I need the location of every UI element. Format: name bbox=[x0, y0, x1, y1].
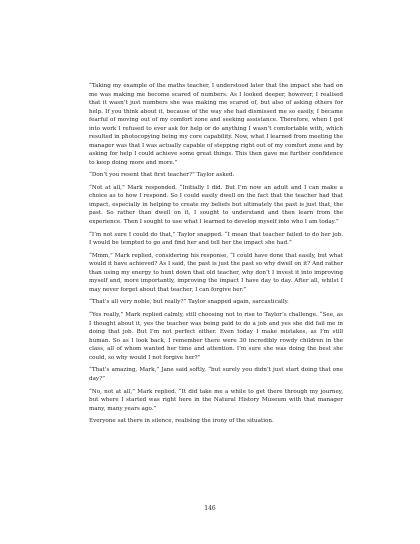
paragraph: “I’m not sure I could do that,” Taylor snapped. “I mean that teacher failed to do her job. I would be tempted to go and find her and tell her the impact she had.” bbox=[89, 231, 343, 247]
paragraph: “That’s all very noble, but really?” Taylor snapped again, sarcastically. bbox=[89, 299, 289, 306]
paragraph: “Yes really,” Mark replied calmly, still choosing not to rise to Taylor’s challenge. “See, as I thought about it, yes the teacher was being paid to do a job and yes she did fail me in doing that job. But I’m not perfect either. Even today I make mistakes, as I’m still human. So as I look back, I remember there were 30 incredibly rowdy children in the class, all of whom wanted her time and attention. I’m sure she was doing the best she could, so why would I not forgive her?” bbox=[89, 312, 343, 361]
paragraph: “That’s amazing, Mark,” Jane said softly, “but surely you didn’t just start doing that one day?” bbox=[89, 367, 343, 382]
paragraph: “Taking my example of the maths teacher, I understood later that the impact she had on me was making me become scared of numbers. As I looked deeper, however, I realised that it wasn’t just numbers she was making me scared of, but also of asking others for help. If you think about it, because of the way she had dismissed me so easily, I became fearful of moving out of my comfort zone and seeking assistance. Therefore, when I got into work I refused to ever ask for help or do anything I wasn’t comfortable with, which resulted in photocopying being my core capability. Now, what I learned from meeting the manager was that I was actually capable of stepping right out of my comfort zone and by asking for help I could achieve some great things. This then gave me further confidence to keep doing more and more.” bbox=[89, 83, 343, 166]
body-text bbox=[89, 82, 343, 430]
page-number: 146 bbox=[204, 505, 216, 512]
paragraph: “Mmm,” Mark replied, considering his response, “I could have done that easily, but what would it have achieved? As I said, the past is just the past so why dwell on it? And rather than using my energy to hunt down that old teacher, why don’t I invest it into improving myself and, more importantly, improving the impact I have day to day. After all, whilst I may never forget about that teacher, I can forgive her.” bbox=[89, 252, 343, 293]
paragraph: “Don’t you resent that first teacher?” Taylor asked. bbox=[89, 172, 235, 179]
paragraph: “No, not at all,” Mark replied. “It did take me a while to get there through my journey, but where I started was right here in the Natural History Museum with that manager many, many years ago.” bbox=[89, 388, 343, 412]
paragraph: Everyone sat there in silence, realising the irony of the situation. bbox=[89, 418, 274, 425]
paragraph: “Not at all,” Mark responded. “Initially I did. But I’m now an adult and I can make a choice as to how I respond. So I could easily dwell on the fact that the teacher had that impact, especially in helping to create my beliefs but ultimately the past is just that, the past. So rather than dwell on it, I sought to understand and then learn from the experience. Then I sought to use what I learned to develop myself into who I am today.” bbox=[89, 184, 343, 225]
